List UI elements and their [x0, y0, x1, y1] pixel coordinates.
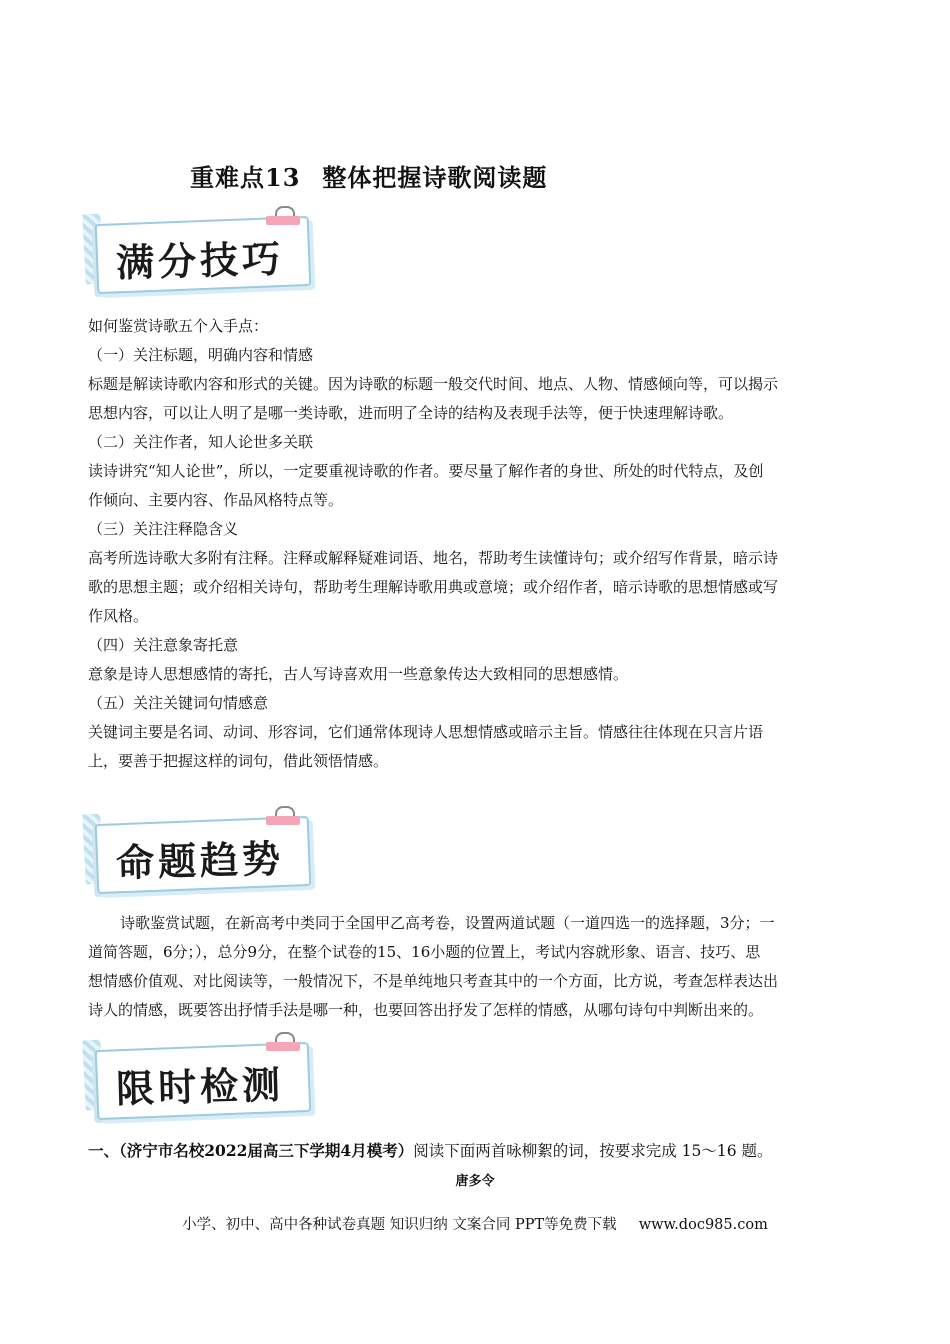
footer-url[interactable]: www.doc985.com — [638, 1217, 768, 1233]
page-title — [190, 158, 547, 193]
page-title-prefix: 重难点13 — [190, 163, 301, 192]
section-line: 关键词主要是名词、动词、形容词，它们通常体现诗人思想情感或暗示主旨。情感往往体现在只言片语 — [88, 723, 764, 741]
skills-intro: 如何鉴赏诗歌五个入手点： — [88, 317, 269, 335]
section-line: 作倾向、主要内容、作品风格特点等。 — [88, 491, 344, 509]
banner-label: 限时检测 — [115, 1062, 285, 1112]
question-number: 一、 — [88, 1141, 120, 1160]
section-line: 上，要善于把握这样的词句，借此领悟情感。 — [88, 752, 389, 770]
poem-title: 唐多令 — [455, 1174, 495, 1189]
banner-label: 命题趋势 — [115, 836, 285, 886]
page-title-main: 整体把握诗歌阅读题 — [322, 163, 548, 192]
section-line: 思想内容，可以让人明了是哪一类诗歌，进而明了全诗的结构及表现手法等，便于快速理解诗歌。 — [88, 404, 734, 422]
banner-skills — [88, 208, 314, 290]
trend-line: 想情感价值观、对比阅读等，一般情况下，不是单纯地只考查其中的一个方面，比方说，考查怎样表达出 — [88, 972, 779, 990]
binder-clip-icon — [266, 1032, 300, 1052]
trend-line: 道简答题，6分；），总分9分，在整个试卷的15、16小题的位置上，考试内容就形象、语言、技巧、思 — [88, 943, 761, 961]
trend-line: 诗人的情感，既要答出抒情手法是哪一种，也要回答出抒发了怎样的情感，从哪句诗句中判断出来的。 — [88, 1001, 764, 1019]
section-line: 作风格。 — [88, 607, 149, 625]
footer-text: 小学、初中、高中各种试卷真题 知识归纳 文案合同 PPT等免费下载 — [182, 1217, 617, 1233]
section-heading: （四）关注意象寄托意 — [88, 636, 239, 654]
question-1 — [88, 1139, 773, 1161]
section-heading: （一）关注标题，明确内容和情感 — [88, 346, 314, 364]
section-line: 高考所选诗歌大多附有注释。注释或解释疑难词语、地名，帮助考生读懂诗句；或介绍写作背景，暗示诗 — [88, 549, 779, 567]
binder-clip-icon — [266, 806, 300, 826]
trend-section — [88, 909, 863, 1025]
binder-clip-icon — [266, 206, 300, 226]
trend-line: 诗歌鉴赏试题，在新高考中类同于全国甲乙高考卷，设置两道试题（一道四选一的选择题，3分；一 — [120, 914, 775, 932]
question-source: （济宁市名校2022届高三下学期4月模考） — [119, 1141, 414, 1160]
banner-trend — [88, 808, 314, 890]
section-line: 标题是解读诗歌内容和形式的关键。因为诗歌的标题一般交代时间、地点、人物、情感倾向等，可以揭示 — [88, 375, 779, 393]
section-heading: （二）关注作者，知人论世多关联 — [88, 433, 314, 451]
section-heading: （三）关注注释隐含义 — [88, 520, 239, 538]
question-text: 阅读下面两首咏柳絮的词，按要求完成 15～16 题。 — [413, 1142, 773, 1160]
banner-test — [88, 1034, 314, 1116]
footer — [0, 1213, 950, 1234]
section-line: 意象是诗人思想感情的寄托，古人写诗喜欢用一些意象传达大致相同的思想感情。 — [88, 665, 629, 683]
section-line: 歌的思想主题；或介绍相关诗句，帮助考生理解诗歌用典或意境；或介绍作者，暗示诗歌的思想情感或写 — [88, 578, 779, 596]
section-heading: （五）关注关键词句情感意 — [88, 694, 269, 712]
banner-label: 满分技巧 — [115, 236, 285, 286]
section-line: 读诗讲究“知人论世”，所以，一定要重视诗歌的作者。要尽量了解作者的身世、所处的时代特点，及创 — [88, 462, 764, 480]
skills-section — [88, 312, 863, 776]
